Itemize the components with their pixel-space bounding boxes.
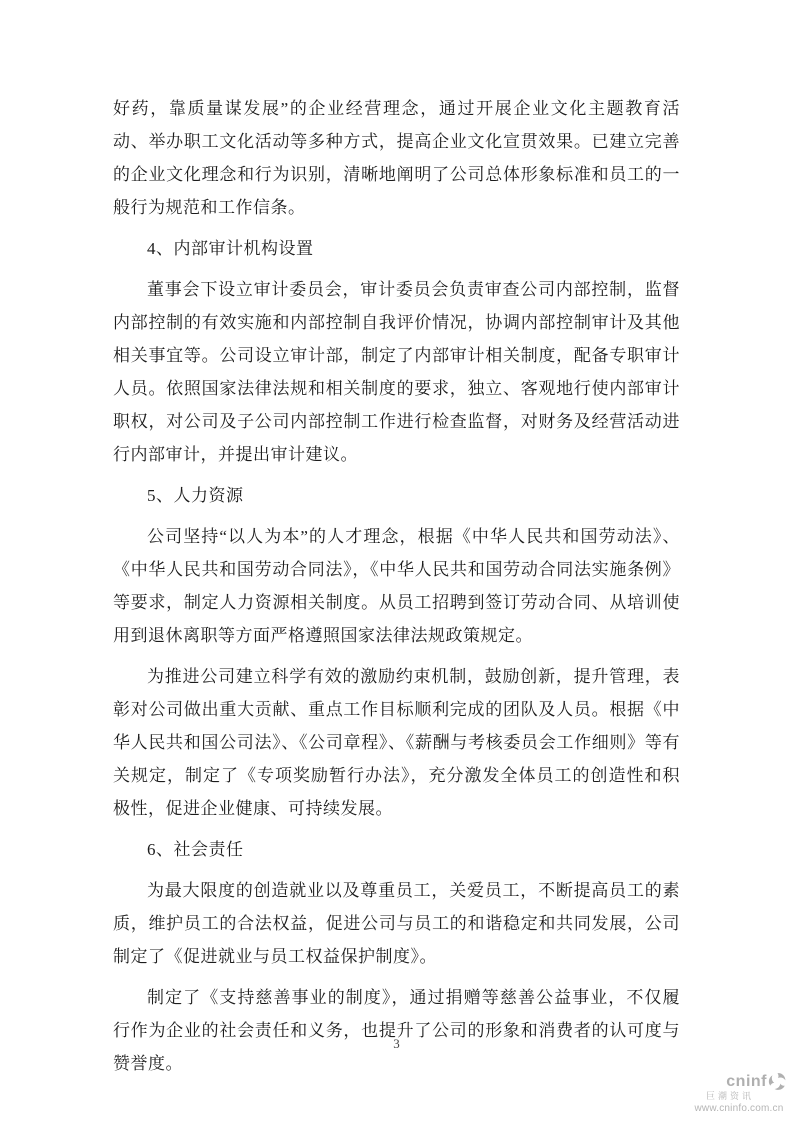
section-heading-social-responsibility: 6、社会责任 xyxy=(147,840,244,859)
paragraph: 为推进公司建立科学有效的激励约束机制，鼓励创新，提升管理，表彰对公司做出重大贡献、重点工作目标顺利完成的团队及人员。根据《中华人民共和国公司法》、《公司章程》、《薪酬与考核委员会工作细则》等有关规定，制定了《专项奖励暂行办法》，充分激发全体员工的创造性和积极性，促进企业健康、可持续发展。 xyxy=(113,667,680,818)
paragraph: 公司坚持“以人为本”的人才理念，根据《中华人民共和国劳动法》、《中华人民共和国劳动合同法》，《中华人民共和国劳动合同法实施条例》等要求，制定人力资源相关制度。从员工招聘到签订劳动合同、从培训使用到退休离职等方面严格遵照国家法律法规政策规定。 xyxy=(113,527,680,645)
cninfo-cn-name: 巨潮资讯 xyxy=(705,1091,754,1102)
paragraph: 制定了《支持慈善事业的制度》，通过捐赠等慈善公益事业，不仅履行作为企业的社会责任和义务，也提升了公司的形象和消费者的认可度与赞誉度。 xyxy=(113,988,680,1073)
paragraph-continuation: 好药，靠质量谋发展”的企业经营理念，通过开展企业文化主题教育活动、举办职工文化活动等多种方式，提高企业文化宣贯效果。已建立完善的企业文化理念和行为识别，清晰地阐明了公司总体形象标准和员工的一般行为规范和工作信条。 xyxy=(113,99,680,217)
cninfo-url: www.cninfo.com.cn xyxy=(694,1103,784,1114)
section-heading-human-resources: 5、人力资源 xyxy=(147,486,244,505)
section-heading-internal-audit: 4、内部审计机构设置 xyxy=(147,239,314,258)
paragraph: 为最大限度的创造就业以及尊重员工，关爱员工，不断提高员工的素质，维护员工的合法权益，促进公司与员工的和谐稳定和共同发展，公司制定了《促进就业与员工权益保护制度》。 xyxy=(113,881,680,966)
cninfo-brand-text: cninf xyxy=(726,1072,767,1090)
page-number: 3 xyxy=(393,1036,400,1051)
cninfo-watermark xyxy=(689,1072,789,1114)
cninfo-swirl-icon xyxy=(768,1072,787,1091)
paragraph: 董事会下设立审计委员会，审计委员会负责审查公司内部控制，监督内部控制的有效实施和内部控制自我评价情况，协调内部控制审计及其他相关事宜等。公司设立审计部，制定了内部审计相关制度，配备专职审计人员。依照国家法律法规和相关制度的要求，独立、客观地行使内部审计职权，对公司及子公司内部控制工作进行检查监督，对财务及经营活动进行内部审计，并提出审计建议。 xyxy=(113,280,680,464)
document-body xyxy=(113,92,680,1088)
